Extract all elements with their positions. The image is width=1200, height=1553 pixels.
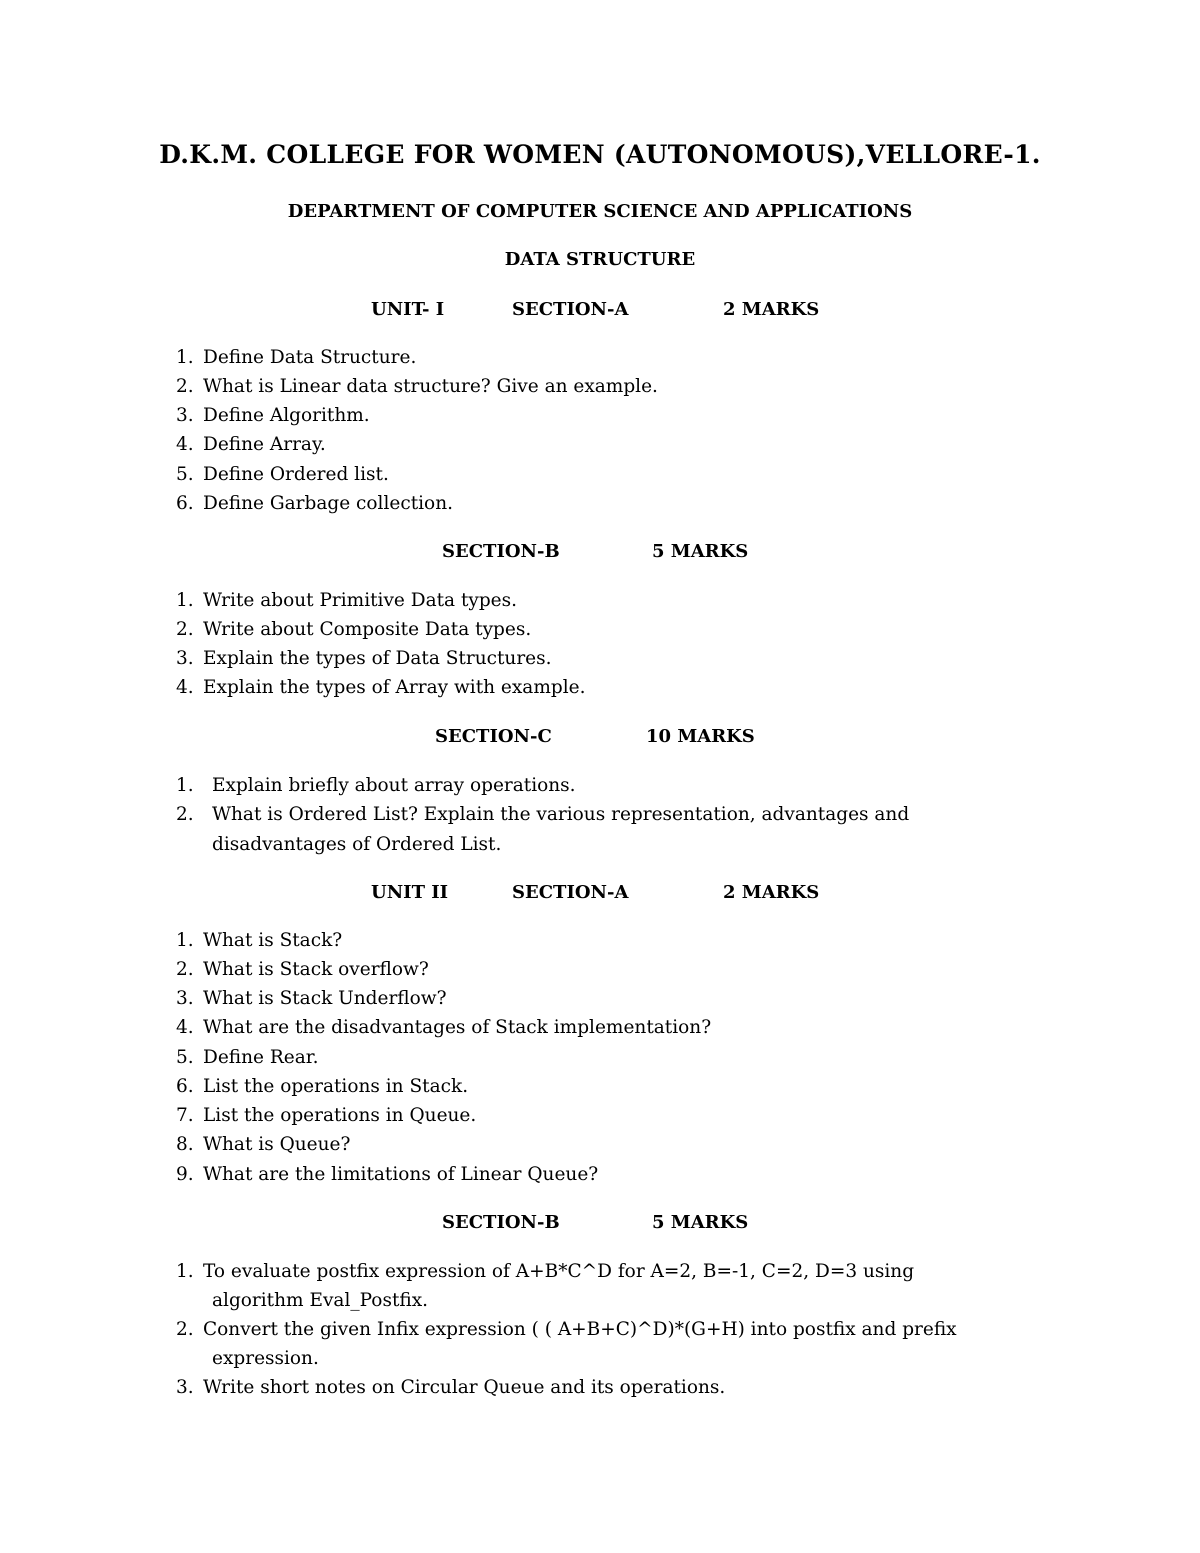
unit1-section-c-marks: 10 MARKS [646, 726, 755, 747]
question-text: What is Linear data structure? Give an example. [203, 376, 658, 397]
question-text: Define Ordered list. [203, 464, 389, 485]
department-title: DEPARTMENT OF COMPUTER SCIENCE AND APPLICATIONS [287, 201, 913, 222]
question-text: List the operations in Queue. [203, 1105, 477, 1126]
unit1-section-b-label: SECTION-B [442, 541, 560, 562]
question-item [176, 460, 389, 489]
question-number: 2. [176, 959, 194, 980]
unit1-section-a-marks: 2 MARKS [723, 299, 820, 320]
question-text: Convert the given Infix expression ( ( A+B+C)^D)*(G+H) into postfix and prefix [203, 1319, 957, 1340]
question-number: 6. [176, 1076, 194, 1097]
question-text: To evaluate postfix expression of A+B*C^D for A=2, B=-1, C=2, D=3 using [203, 1261, 915, 1282]
question-item [176, 926, 342, 955]
question-text: Define Array. [203, 434, 326, 455]
question-text: List the operations in Stack. [203, 1076, 469, 1097]
question-text: What are the limitations of Linear Queue? [203, 1164, 599, 1185]
college-title: D.K.M. COLLEGE FOR WOMEN (AUTONOMOUS),VELLORE-1. [159, 140, 1041, 169]
unit2-section-b-marks: 5 MARKS [652, 1212, 749, 1233]
question-text: Explain the types of Data Structures. [203, 648, 552, 669]
question-text: Write about Composite Data types. [203, 619, 532, 640]
question-item [176, 401, 370, 430]
question-item [176, 955, 429, 984]
question-continuation: algorithm Eval_Postfix. [212, 1290, 429, 1311]
question-number: 1. [176, 590, 194, 611]
unit1-section-a-label: SECTION-A [512, 299, 629, 320]
question-item [176, 800, 909, 829]
question-text: Define Data Structure. [203, 347, 417, 368]
unit2-label: UNIT II [371, 882, 449, 903]
question-item [176, 1013, 711, 1042]
question-text: Define Algorithm. [203, 405, 370, 426]
question-text: What is Stack overflow? [203, 959, 429, 980]
question-number: 6. [176, 493, 194, 514]
unit2-section-a-label: SECTION-A [512, 882, 629, 903]
question-number: 5. [176, 464, 194, 485]
question-number: 2. [176, 1319, 194, 1340]
question-item [176, 1130, 350, 1159]
question-number: 4. [176, 434, 194, 455]
question-text: What is Ordered List? Explain the various representation, advantages and [212, 804, 910, 825]
question-number: 4. [176, 677, 194, 698]
question-number: 4. [176, 1017, 194, 1038]
question-item [176, 1257, 914, 1286]
question-item [176, 586, 517, 615]
question-item [176, 984, 447, 1013]
unit2-section-b-label: SECTION-B [442, 1212, 560, 1233]
unit1-label: UNIT- I [371, 299, 445, 320]
question-number: 2. [176, 376, 194, 397]
question-item [176, 1072, 468, 1101]
question-number: 1. [176, 347, 194, 368]
question-text: Write short notes on Circular Queue and its operations. [203, 1377, 726, 1398]
question-number: 2. [176, 804, 194, 825]
question-item [176, 343, 416, 372]
question-text: Write about Primitive Data types. [203, 590, 518, 611]
question-text: Define Garbage collection. [203, 493, 453, 514]
question-number: 1. [176, 775, 194, 796]
question-text: Explain the types of Array with example. [203, 677, 586, 698]
question-item [176, 615, 531, 644]
question-number: 3. [176, 648, 194, 669]
question-text: What is Queue? [203, 1134, 351, 1155]
question-item [176, 673, 585, 702]
question-text: Define Rear. [203, 1047, 319, 1068]
question-item [176, 1315, 957, 1344]
unit1-section-b-marks: 5 MARKS [652, 541, 749, 562]
question-continuation: disadvantages of Ordered List. [212, 834, 502, 855]
question-item [176, 1043, 318, 1072]
question-item [176, 1160, 598, 1189]
question-text: What is Stack Underflow? [203, 988, 447, 1009]
question-continuation: expression. [212, 1348, 319, 1369]
question-number: 7. [176, 1105, 194, 1126]
question-number: 8. [176, 1134, 194, 1155]
question-item [176, 489, 453, 518]
question-item [176, 430, 326, 459]
question-item [176, 1373, 725, 1402]
question-number: 5. [176, 1047, 194, 1068]
unit2-section-a-marks: 2 MARKS [723, 882, 820, 903]
question-item [176, 771, 576, 800]
question-number: 3. [176, 1377, 194, 1398]
question-item [176, 644, 551, 673]
question-number: 3. [176, 405, 194, 426]
question-text: What are the disadvantages of Stack implementation? [203, 1017, 712, 1038]
question-number: 1. [176, 1261, 194, 1282]
subject-title: DATA STRUCTURE [504, 249, 696, 270]
question-item [176, 372, 658, 401]
question-item [176, 1101, 476, 1130]
question-number: 2. [176, 619, 194, 640]
question-number: 1. [176, 930, 194, 951]
question-text: Explain briefly about array operations. [212, 775, 576, 796]
question-number: 3. [176, 988, 194, 1009]
question-number: 9. [176, 1164, 194, 1185]
unit1-section-c-label: SECTION-C [435, 726, 552, 747]
question-text: What is Stack? [203, 930, 343, 951]
